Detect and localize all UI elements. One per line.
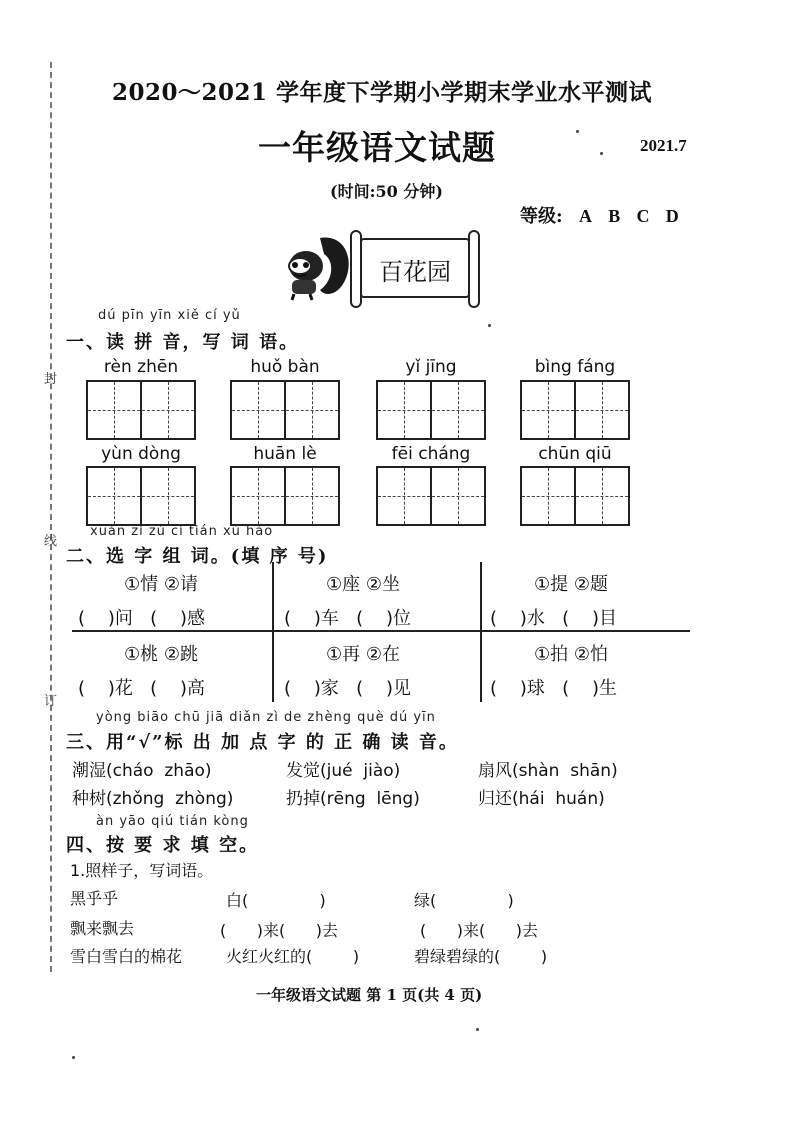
example-word: 雪白雪白的棉花 (70, 947, 183, 966)
fill-blanks[interactable]: ( )车 ( )位 (284, 608, 412, 629)
pinyin-word: chūn qiū (538, 444, 612, 464)
fill-blank-a[interactable]: 白( ) (226, 891, 326, 910)
pinyin-word: huǒ bàn (250, 357, 320, 377)
pronunciation-item[interactable]: 潮湿(cháo zhāo) (72, 761, 212, 781)
section3-title: 三、用“√”标 出 加 点 字 的 正 确 读 音。 (66, 732, 459, 753)
grade-option-c: C (636, 206, 650, 226)
fill-blank-b[interactable]: ( )来( )去 (420, 921, 539, 940)
table-divider (480, 562, 482, 702)
binding-mark-line: 线 (44, 534, 58, 549)
char-options: ①拍 ②怕 (534, 644, 608, 665)
scan-speck (488, 324, 491, 327)
section4-subtitle: 1.照样子，写词语。 (70, 861, 214, 880)
section2-title: 二、选 字 组 词。(填 序 号) (66, 546, 329, 567)
banner-title: 百花园 (379, 258, 451, 286)
scan-speck (72, 1056, 75, 1059)
char-options: ①提 ②题 (534, 574, 608, 595)
writing-grid[interactable] (376, 466, 486, 526)
exam-title: 2020～2021 学年度下学期小学期末学业水平测试 (112, 79, 653, 106)
subject-title: 一年级语文试题 (258, 128, 496, 167)
time-limit: (时间:50 分钟) (330, 182, 443, 201)
grade-row (520, 202, 679, 228)
scan-speck (600, 152, 603, 155)
fill-blanks[interactable]: ( )花 ( )高 (78, 678, 206, 699)
table-divider (272, 562, 274, 702)
fill-blank-a[interactable]: ( )来( )去 (220, 921, 339, 940)
squirrel-illustration (280, 232, 354, 304)
section3-title-pinyin: yòng biāo chū jiā diǎn zì de zhèng què dú yīn (96, 710, 436, 725)
scan-speck (476, 1028, 479, 1031)
writing-grid[interactable] (86, 466, 196, 526)
fill-blanks[interactable]: ( )家 ( )见 (284, 678, 412, 699)
pinyin-word: yǐ jīng (405, 357, 457, 377)
writing-grid[interactable] (230, 380, 340, 440)
grade-option-a: A (578, 206, 592, 226)
section4-title-pinyin: àn yāo qiú tián kòng (96, 814, 249, 829)
example-word: 黑乎乎 (70, 889, 119, 908)
section2-title-pinyin: xuǎn zì zǔ cí tián xù hào (90, 524, 274, 539)
table-divider (72, 630, 690, 632)
example-word: 飘来飘去 (70, 919, 135, 938)
writing-grid[interactable] (86, 380, 196, 440)
scan-speck (576, 130, 579, 133)
pinyin-word: huān lè (253, 444, 317, 464)
pinyin-word: yùn dòng (101, 444, 181, 464)
pinyin-word: fēi cháng (391, 444, 471, 464)
section4-title: 四、按 要 求 填 空。 (66, 835, 260, 856)
writing-grid[interactable] (230, 466, 340, 526)
writing-grid[interactable] (520, 466, 630, 526)
section1-title-pinyin: dú pīn yīn xiě cí yǔ (98, 308, 241, 323)
pronunciation-item[interactable]: 归还(hái huán) (478, 789, 605, 809)
char-options: ①再 ②在 (326, 644, 400, 665)
grade-option-d: D (665, 206, 679, 226)
section1-title: 一、读 拼 音，写 词 语。 (66, 332, 300, 353)
fill-blank-a[interactable]: 火红火红的( ) (226, 947, 360, 966)
binding-mark-bind: 订 (44, 694, 58, 709)
fill-blanks[interactable]: ( )球 ( )生 (490, 678, 618, 699)
exam-date: 2021.7 (640, 136, 687, 155)
char-options: ①桃 ②跳 (124, 644, 198, 665)
fill-blank-b[interactable]: 绿( ) (414, 891, 514, 910)
char-options: ①情 ②请 (124, 574, 198, 595)
page-footer: 一年级语文试题 第 1 页(共 4 页) (256, 986, 483, 1004)
writing-grid[interactable] (376, 380, 486, 440)
pinyin-word: rèn zhēn (103, 357, 179, 377)
grade-label: 等级: (520, 206, 563, 227)
writing-grid[interactable] (520, 380, 630, 440)
binding-dashed-line (50, 62, 52, 972)
section-banner (360, 238, 470, 298)
pronunciation-item[interactable]: 扔掉(rēng lēng) (286, 789, 420, 809)
char-options: ①座 ②坐 (326, 574, 400, 595)
pronunciation-item[interactable]: 种树(zhǒng zhòng) (72, 789, 234, 809)
pinyin-word: bìng fáng (534, 357, 616, 377)
fill-blanks[interactable]: ( )问 ( )感 (78, 608, 206, 629)
grade-option-b: B (608, 206, 621, 226)
pronunciation-item[interactable]: 发觉(jué jiào) (286, 761, 401, 781)
binding-mark-seal: 封 (44, 372, 58, 387)
fill-blank-b[interactable]: 碧绿碧绿的( ) (414, 947, 548, 966)
fill-blanks[interactable]: ( )水 ( )目 (490, 608, 618, 629)
word-choice-table (72, 562, 690, 702)
pronunciation-item[interactable]: 扇风(shàn shān) (478, 761, 618, 781)
